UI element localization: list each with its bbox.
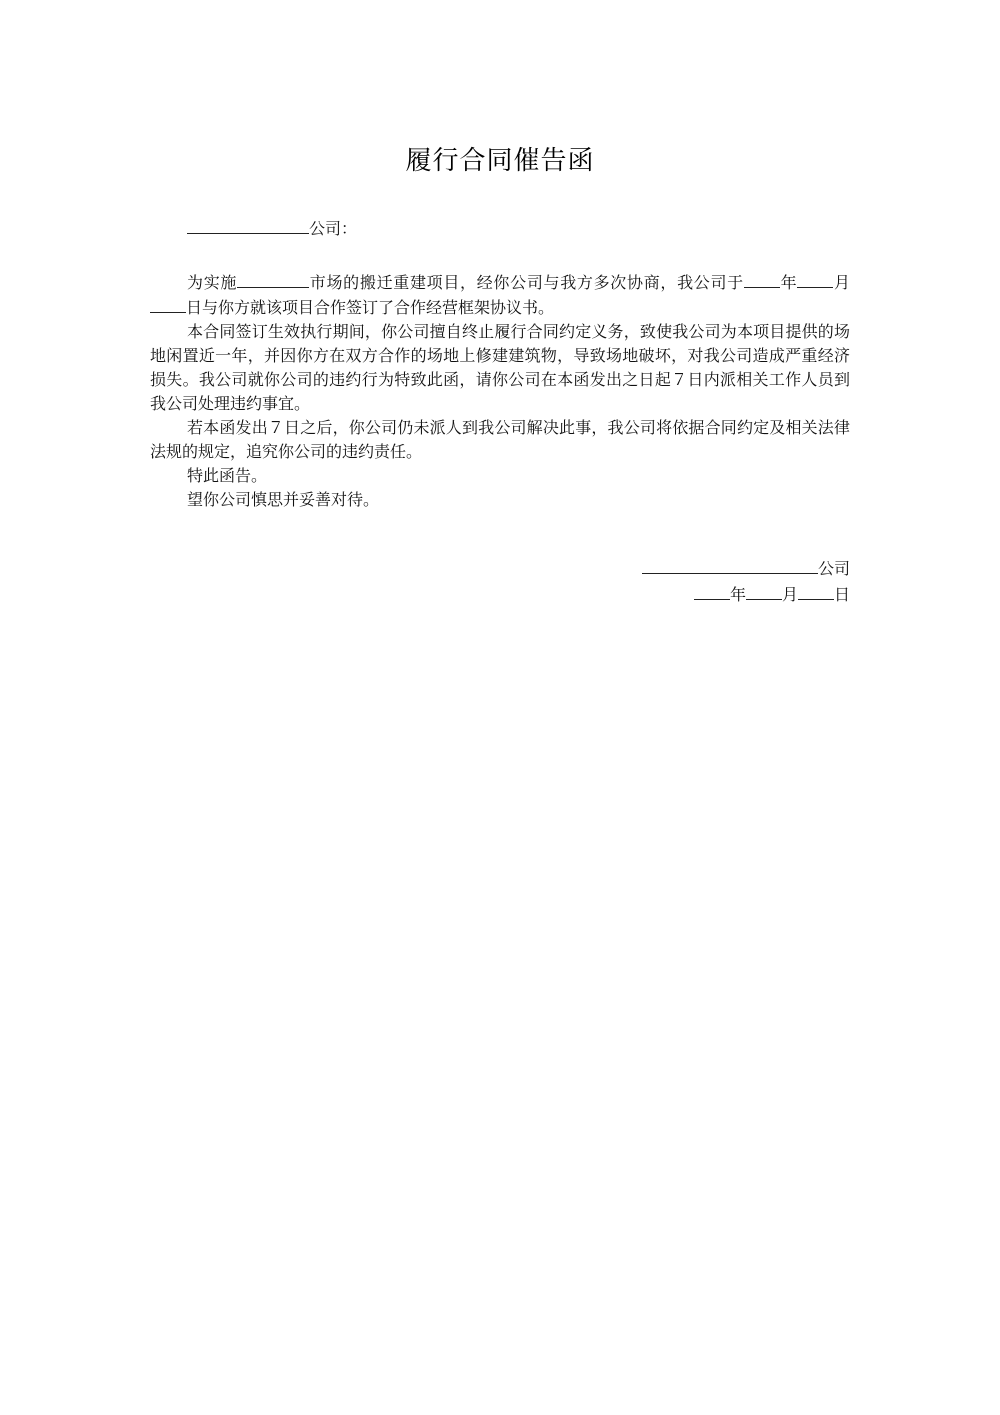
year-blank: [744, 270, 780, 288]
paragraph-5: 望你公司慎思并妥善对待。: [187, 490, 380, 509]
paragraph-4: 特此函告。: [187, 466, 268, 485]
para1-text-a: 为实施: [187, 273, 238, 292]
paragraph-3: 若本函发出７日之后，你公司仍未派人到我公司解决此事，我公司将依据合同约定及相关法律法规的规定，追究你公司的违约责任。: [150, 418, 850, 461]
document-title: 履行合同催告函: [405, 146, 595, 176]
day-blank: [150, 295, 186, 313]
signature-company-blank: [642, 556, 818, 574]
market-name-blank: [237, 270, 309, 288]
signature-company-suffix: 公司: [817, 559, 850, 578]
signature-year-blank: [694, 582, 730, 600]
signature-day-blank: [798, 582, 834, 600]
month-blank: [797, 270, 833, 288]
signature-date-line: [642, 582, 850, 608]
signature-day-label: 日: [833, 585, 850, 604]
signature-month-blank: [746, 582, 782, 600]
para1-text-b: 市场的搬迁重建项目，经你公司与我方多次协商，我公司于: [309, 273, 744, 292]
signature-year-label: 年: [729, 585, 746, 604]
signature-block: [642, 556, 850, 608]
para1-month-label: 月: [833, 273, 850, 292]
para1-text-c: 日与你方就该项目合作签订了合作经营框架协议书。: [186, 298, 555, 317]
para1-year-label: 年: [779, 273, 798, 292]
letter-body: [150, 270, 850, 512]
signature-company-line: [642, 556, 850, 582]
addressee-company-blank: [187, 216, 309, 234]
signature-month-label: 月: [781, 585, 798, 604]
addressee-line: [187, 216, 357, 241]
paragraph-2: 本合同签订生效执行期间，你公司擅自终止履行合同约定义务，致使我公司为本项目提供的场地闲置近一年，并因你方在双方合作的场地上修建建筑物，导致场地破坏，对我公司造成严重经济损失。我公司就你公司的违约行为特致此函，请你公司在本函发出之日起７日内派相关工作人员到我公司处理违约事宜。: [150, 322, 850, 413]
addressee-suffix: 公司：: [309, 219, 358, 238]
paragraph-1: [150, 270, 850, 320]
